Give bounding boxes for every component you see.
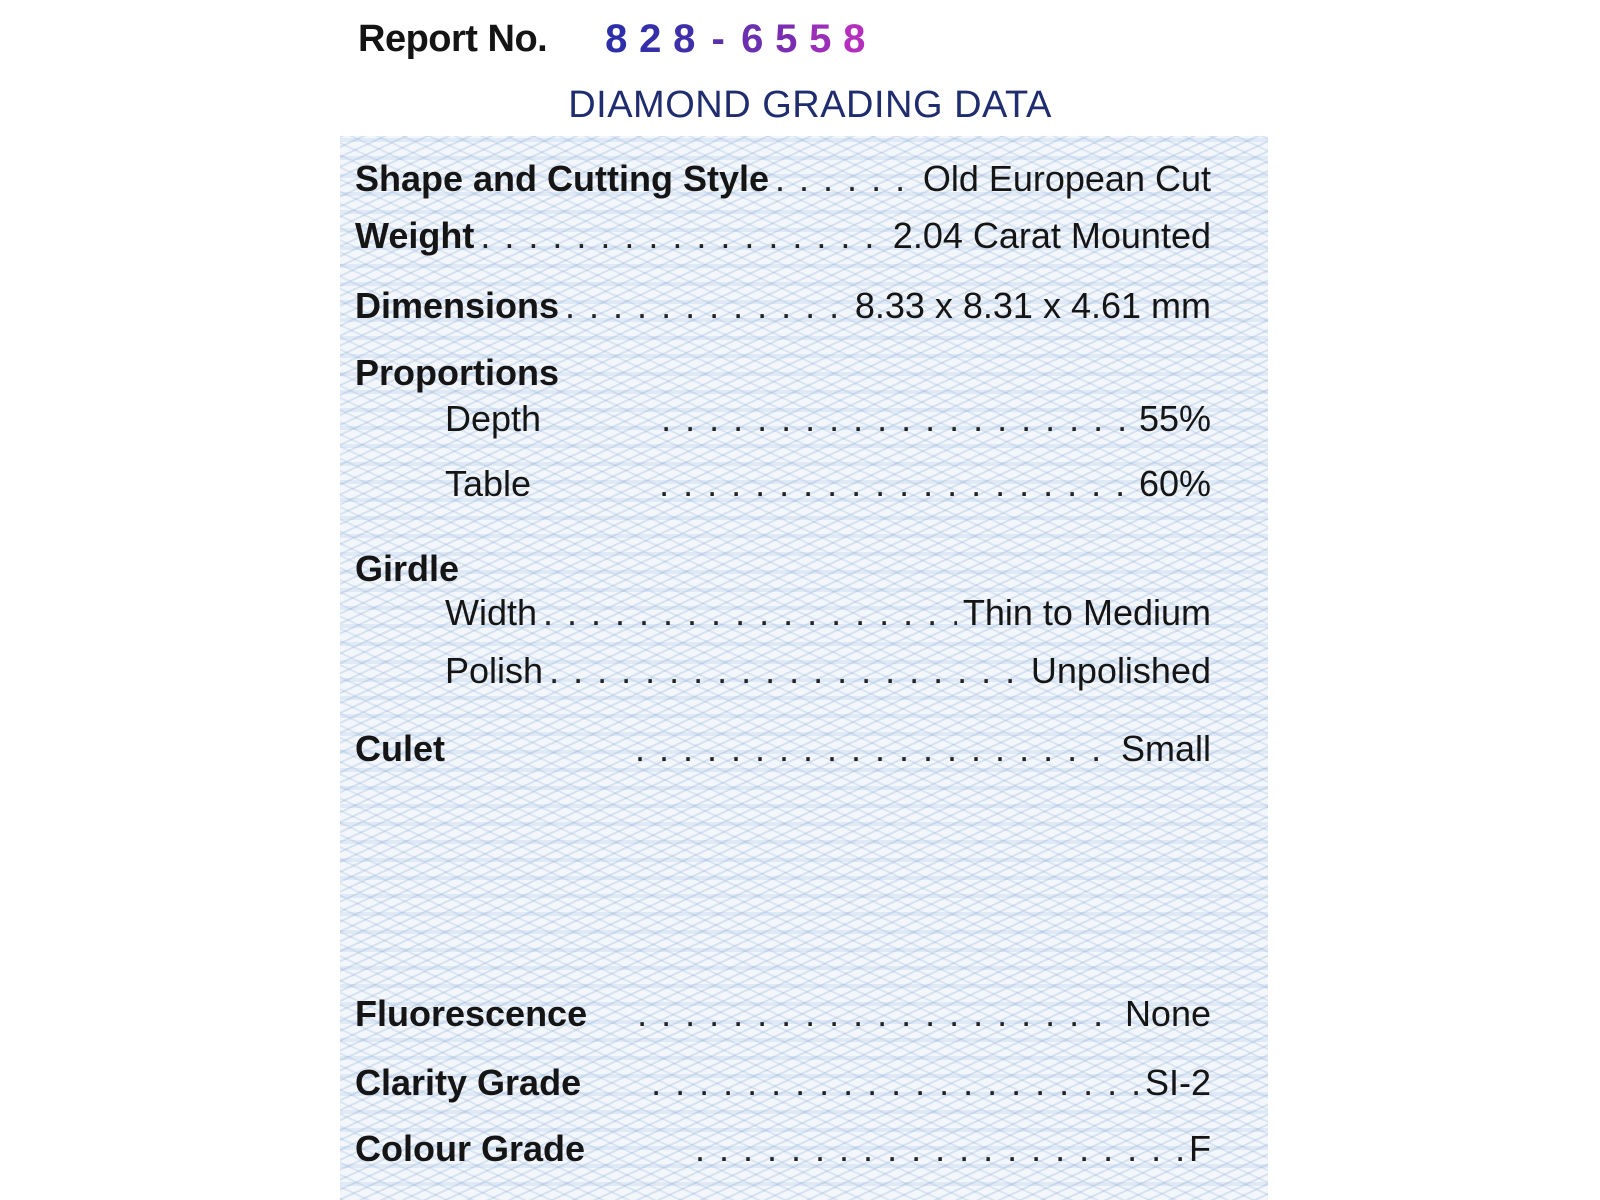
girdle-width-value: Thin to Medium [962, 592, 1211, 633]
colour-label: Colour Grade [355, 1128, 586, 1169]
leader-dots [695, 1128, 1183, 1170]
girdle-width-row [355, 592, 1211, 634]
depth-label: Depth [445, 398, 542, 439]
leader-dots [549, 650, 1025, 692]
colour-value: F [1189, 1128, 1211, 1169]
report-digit: 8 [605, 16, 628, 61]
leader-dots [565, 285, 849, 327]
table-row [355, 463, 1211, 505]
page-title: DIAMOND GRADING DATA [568, 84, 1052, 126]
clarity-label: Clarity Grade [355, 1062, 582, 1103]
report-number [599, 17, 871, 62]
clarity-row [355, 1062, 1211, 1104]
dimensions-label: Dimensions [355, 285, 560, 326]
dimensions-row [355, 285, 1211, 327]
leader-dots [775, 158, 917, 200]
proportions-heading: Proportions [355, 352, 559, 393]
report-digit: 8 [843, 16, 866, 61]
shape-label: Shape and Cutting Style [355, 158, 770, 199]
leader-dots [661, 398, 1133, 440]
fluorescence-label: Fluorescence [355, 993, 588, 1034]
depth-value: 55% [1138, 398, 1211, 439]
table-label: Table [445, 463, 532, 504]
report-digit: 5 [775, 16, 798, 61]
leader-dots [543, 592, 957, 634]
girdle-polish-row [355, 650, 1211, 692]
girdle-width-label: Width [445, 592, 538, 633]
shape-row [355, 158, 1211, 200]
report-label: Report No. [358, 17, 548, 60]
shape-value: Old European Cut [922, 158, 1211, 199]
leader-dots [480, 215, 886, 257]
fluorescence-value: None [1124, 993, 1211, 1034]
depth-row [355, 398, 1211, 440]
dimensions-value: 8.33 x 8.31 x 4.61 mm [854, 285, 1211, 326]
report-digit: - [711, 16, 725, 61]
report-digit: 6 [741, 16, 764, 61]
culet-row [355, 728, 1211, 770]
girdle-polish-value: Unpolished [1030, 650, 1211, 691]
colour-row [355, 1128, 1211, 1170]
report-digit: 5 [809, 16, 832, 61]
report-header [358, 14, 871, 64]
girdle-heading: Girdle [355, 548, 460, 589]
leader-dots [635, 728, 1115, 770]
weight-label: Weight [355, 215, 475, 256]
culet-label: Culet [355, 728, 445, 769]
leader-dots [637, 993, 1119, 1035]
leader-dots [659, 463, 1133, 505]
weight-value: 2.04 Carat Mounted [892, 215, 1211, 256]
weight-row [355, 215, 1211, 257]
fluorescence-row [355, 993, 1211, 1035]
clarity-value: SI-2 [1144, 1062, 1211, 1103]
culet-value: Small [1120, 728, 1211, 769]
leader-dots [651, 1062, 1139, 1104]
table-value: 60% [1138, 463, 1211, 504]
report-digit: 8 [673, 16, 696, 61]
girdle-polish-label: Polish [445, 650, 544, 691]
report-digit: 2 [639, 16, 662, 61]
